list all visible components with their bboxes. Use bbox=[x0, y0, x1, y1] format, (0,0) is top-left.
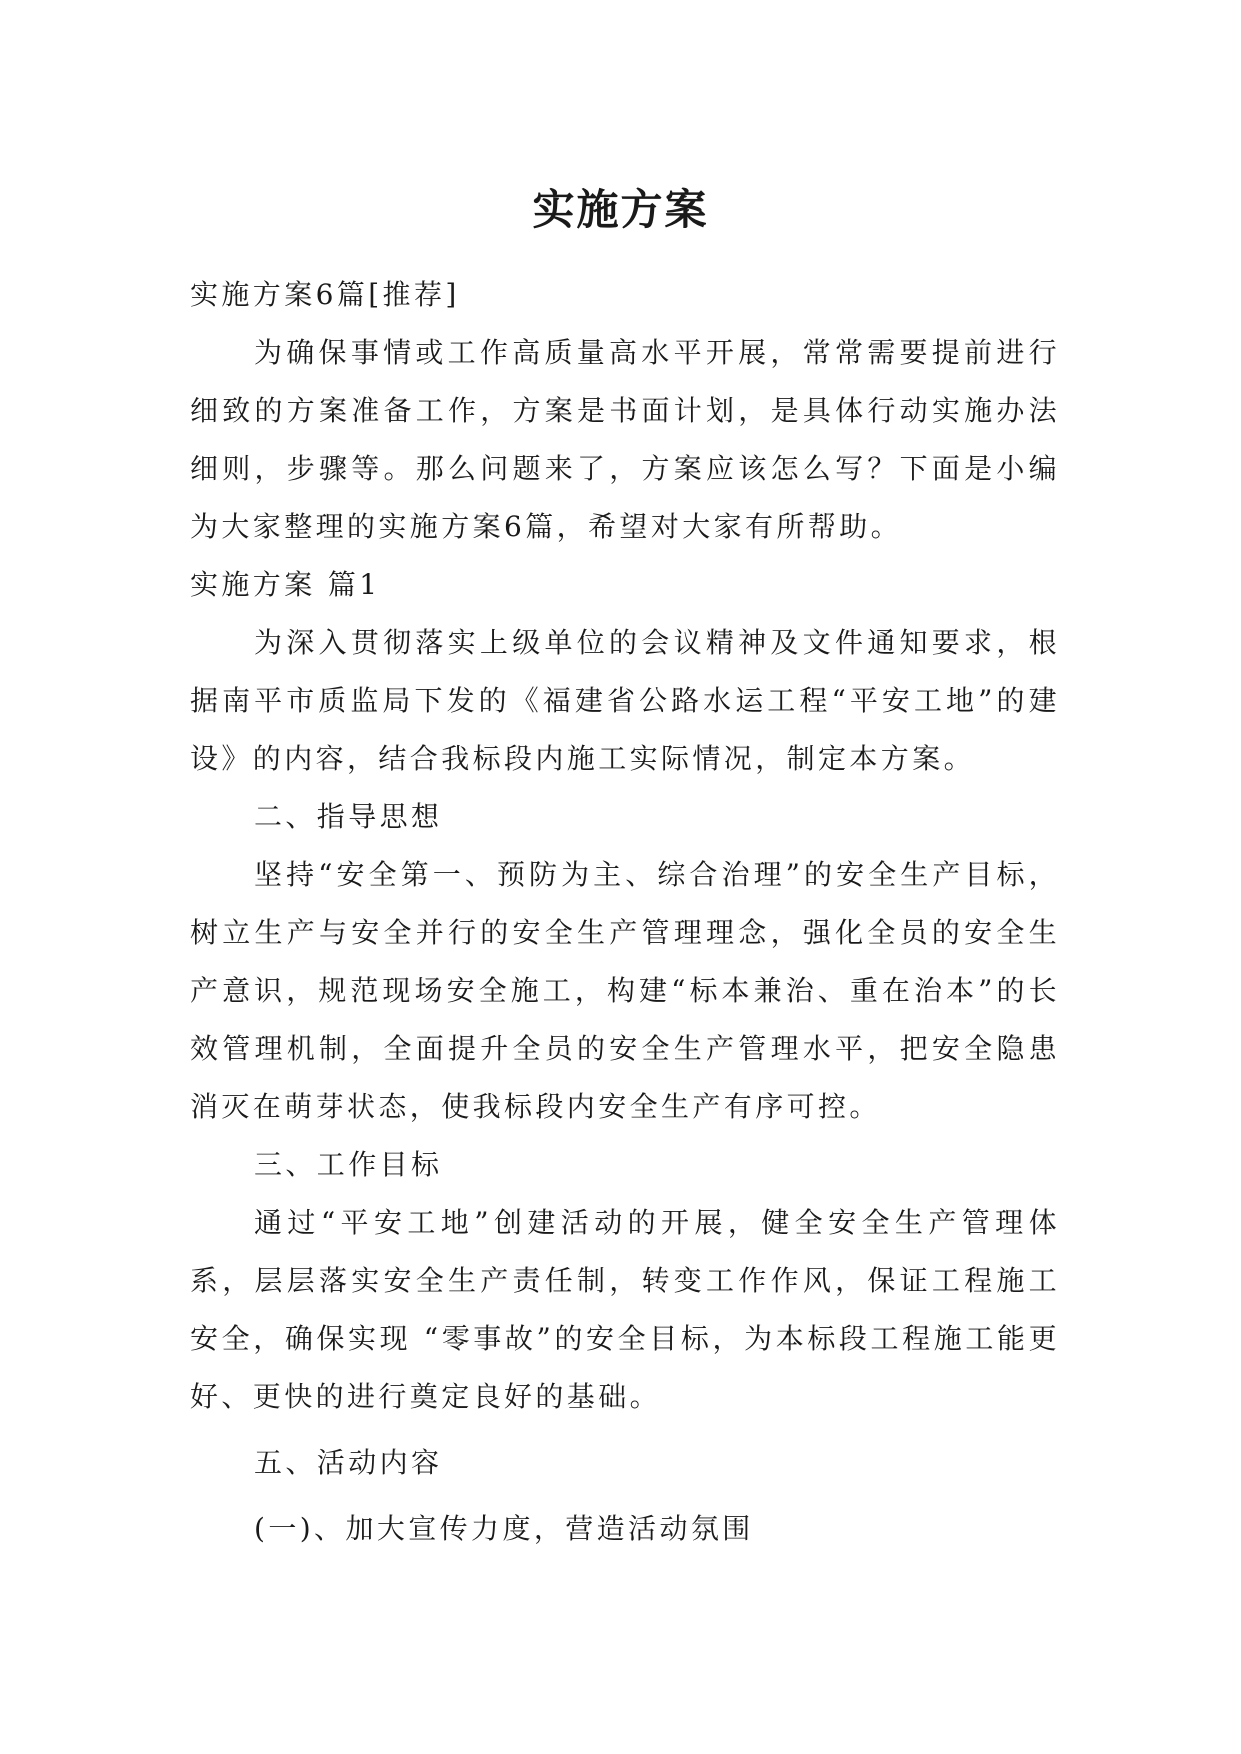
document-body bbox=[190, 266, 1060, 1558]
body-paragraph: 为深入贯彻落实上级单位的会议精神及文件通知要求，根据南平市质监局下发的《福建省公路水运工程“平安工地”的建设》的内容，结合我标段内施工实际情况，制定本方案。 bbox=[190, 626, 1060, 775]
intro-paragraph: 为确保事情或工作高质量高水平开展，常常需要提前进行细致的方案准备工作，方案是书面计划，是具体行动实施办法细则，步骤等。那么问题来了，方案应该怎么写？下面是小编为大家整理的实施方案6篇，希望对大家有所帮助。 bbox=[190, 336, 1060, 543]
section-subheading: (一)、加大宣传力度，营造活动氛围 bbox=[254, 1512, 754, 1545]
section-subheading: 三、工作目标 bbox=[254, 1148, 443, 1181]
body-paragraph: 坚持“安全第一、预防为主、综合治理”的安全生产目标，树立生产与安全并行的安全生产管理理念，强化全员的安全生产意识，规范现场安全施工，构建“标本兼治、重在治本”的长效管理机制，全面提升全员的安全生产管理水平，把安全隐患消灭在萌芽状态，使我标段内安全生产有序可控。 bbox=[190, 858, 1060, 1123]
document-title: 实施方案 bbox=[532, 185, 709, 235]
document-subtitle: 实施方案6篇[推荐] bbox=[190, 278, 460, 311]
section-heading: 实施方案 篇1 bbox=[190, 568, 381, 601]
body-paragraph: 通过“平安工地”创建活动的开展，健全安全生产管理体系，层层落实安全生产责任制，转变工作作风，保证工程施工安全，确保实现 “零事故”的安全目标，为本标段工程施工能更好、更快的进行奠定良好的基础。 bbox=[190, 1206, 1060, 1413]
section-subheading: 二、指导思想 bbox=[254, 800, 443, 833]
section-subheading: 五、活动内容 bbox=[254, 1446, 443, 1479]
